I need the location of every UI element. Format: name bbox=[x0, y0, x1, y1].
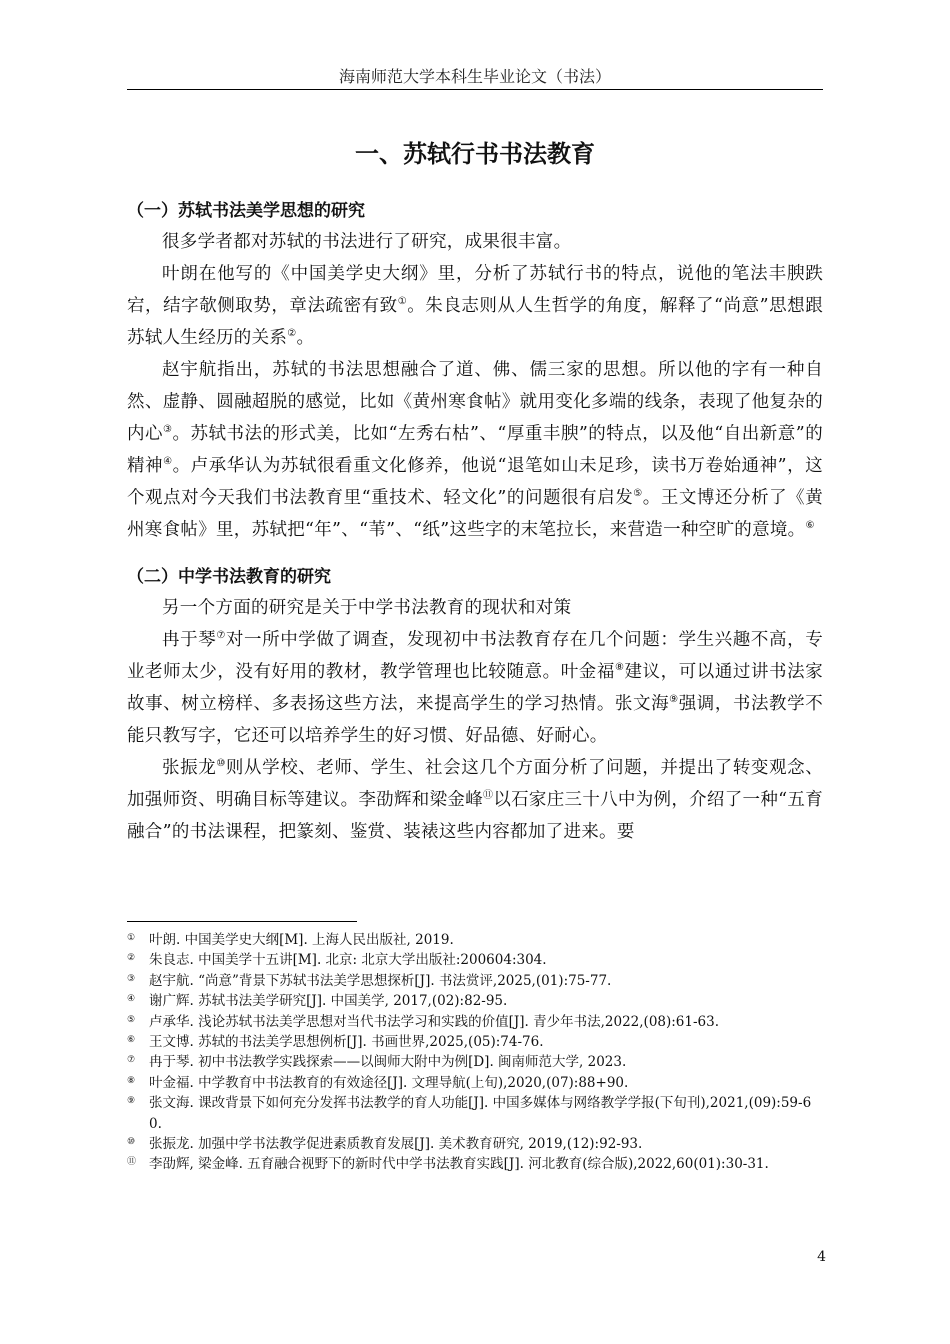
chapter-title: 一、苏轼行书书法教育 bbox=[355, 140, 595, 168]
footnote-text: 朱良志. 中国美学十五讲[M]. 北京: 北京大学出版社:200604:304. bbox=[149, 952, 547, 969]
footnote-text: 卢承华. 浅论苏轼书法美学思想对当代书法学习和实践的价值[J]. 青少年书法,2022,(08):61-63. bbox=[149, 1013, 720, 1030]
footnote-ref[interactable]: ① bbox=[397, 296, 408, 307]
footnote-text: 冉于琴. 初中书法教学实践探索——以闽师大附中为例[D]. 闽南师范大学, 2023. bbox=[149, 1054, 627, 1071]
footnote-mark: ③ bbox=[127, 973, 136, 984]
footnote-mark: ⑨ bbox=[127, 1096, 136, 1107]
footnote-mark: ⑥ bbox=[127, 1035, 136, 1046]
footnote-item bbox=[127, 930, 823, 950]
footnote-item bbox=[127, 971, 823, 991]
footnote-separator bbox=[127, 921, 357, 922]
header-divider bbox=[127, 89, 823, 90]
footnote-ref[interactable]: ⑥ bbox=[805, 520, 815, 531]
footnotes bbox=[127, 930, 823, 1175]
paragraph: 赵宇航指出，苏轼的书法思想融合了道、佛、儒三家的思想。所以他的字有一种自然、虚静、圆融超脱的感觉，比如《黄州寒食帖》就用变化多端的线条，表现了他复杂的内心③。苏轼书法的形式美，比如“左秀右枯”、“厚重丰腴”的特点，以及他“自出新意”的精神④。卢承华认为苏轼很看重文化修养，他说“退笔如山未足珍，读书万卷始通神”，这个观点对今天我们书法教育里“重技术、轻文化”的问题很有启发⑤。王文博还分析了《黄州寒食帖》里，苏轼把“年”、“苇”、“纸”这些字的末笔拉长，来营造一种空旷的意境。⑥ bbox=[127, 360, 824, 540]
page-body bbox=[127, 138, 823, 848]
footnote-item bbox=[127, 1134, 823, 1154]
footnote-mark: ⑧ bbox=[127, 1075, 136, 1086]
footnote-item bbox=[127, 1093, 823, 1134]
footnote-item bbox=[127, 950, 823, 970]
footnote-ref[interactable]: ⑤ bbox=[633, 488, 643, 499]
footnote-mark: ① bbox=[127, 933, 136, 943]
footnote-text: 李劭辉, 梁金峰. 五育融合视野下的新时代中学书法教育实践[J]. 河北教育(综合版),2022,60(01):30-31. bbox=[149, 1156, 769, 1173]
footnote-item bbox=[127, 1032, 823, 1052]
paragraph: 叶朗在他写的《中国美学史大纲》里，分析了苏轼行书的特点，说他的笔法丰腴跌宕，结字欹侧取势，章法疏密有致①。朱良志则从人生哲学的角度，解释了“尚意”思想跟苏轼人生经历的关系②。 bbox=[127, 264, 824, 348]
footnote-ref[interactable]: ③ bbox=[163, 424, 173, 435]
paragraph: 很多学者都对苏轼的书法进行了研究，成果很丰富。 bbox=[162, 232, 572, 252]
section-heading-1: （一）苏轼书法美学思想的研究 bbox=[127, 201, 365, 221]
footnote-item bbox=[127, 1012, 823, 1032]
section-heading-2: （二）中学书法教育的研究 bbox=[127, 567, 331, 587]
footnote-mark: ⑤ bbox=[127, 1014, 136, 1025]
footnote-ref[interactable]: ⑪ bbox=[483, 790, 494, 801]
page-number: 4 bbox=[817, 1249, 826, 1265]
paragraph: 冉于琴⑦对一所中学做了调查，发现初中书法教育存在几个问题：学生兴趣不高，专业老师太少，没有好用的教材，教学管理也比较随意。叶金福⑧建议，可以通过讲书法家故事、树立榜样、多表扬这些方法，来提高学生的学习热情。张文海⑨强调，书法教学不能只教写字，它还可以培养学生的好习惯、好品德、好耐心。 bbox=[127, 630, 824, 746]
footnote-ref[interactable]: ② bbox=[287, 328, 297, 339]
paragraph: 张振龙⑩则从学校、老师、学生、社会这几个方面分析了问题，并提出了转变观念、加强师资、明确目标等建议。李劭辉和梁金峰⑪以石家庄三十八中为例，介绍了一种“五育融合”的书法课程，把篆刻、鉴赏、装裱这些内容都加了进来。要 bbox=[127, 758, 823, 842]
footnote-ref[interactable]: ④ bbox=[163, 456, 173, 467]
footnote-ref[interactable]: ⑧ bbox=[614, 662, 625, 673]
footnote-text: 赵宇航. “尚意”背景下苏轼书法美学思想探析[J]. 书法赏评,2025,(01):75-77. bbox=[149, 972, 612, 989]
footnote-item bbox=[127, 1154, 823, 1174]
footnote-item bbox=[127, 1073, 823, 1093]
footnote-ref[interactable]: ⑨ bbox=[669, 694, 679, 705]
footnote-mark: ⑪ bbox=[127, 1157, 137, 1168]
footnote-text: 谢广辉. 苏轼书法美学研究[J]. 中国美学, 2017,(02):82-95. bbox=[149, 993, 508, 1010]
footnote-text: 叶金福. 中学教育中书法教育的有效途径[J]. 文理导航(上旬),2020,(07):88+90. bbox=[149, 1074, 629, 1091]
footnote-text: 叶朗. 中国美学史大纲[M]. 上海人民出版社, 2019. bbox=[149, 932, 454, 948]
footnote-ref[interactable]: ⑦ bbox=[216, 630, 226, 641]
footnote-item bbox=[127, 991, 823, 1011]
footnote-mark: ⑦ bbox=[127, 1055, 136, 1066]
footnote-text: 张文海. 课改背景下如何充分发挥书法教学的育人功能[J]. 中国多媒体与网络教学学报(下旬刊),2021,(09):59-60. bbox=[149, 1095, 812, 1132]
footnote-text: 王文博. 苏轼的书法美学思想例析[J]. 书画世界,2025,(05):74-76. bbox=[149, 1034, 544, 1051]
running-header: 海南师范大学本科生毕业论文（书法） bbox=[338, 67, 611, 86]
footnote-mark: ⑩ bbox=[127, 1137, 136, 1148]
footnote-text: 张振龙. 加强中学书法教学促进素质教育发展[J]. 美术教育研究, 2019,(12):92-93. bbox=[149, 1136, 643, 1153]
footnote-mark: ④ bbox=[127, 994, 136, 1005]
footnote-item bbox=[127, 1052, 823, 1072]
footnote-mark: ② bbox=[127, 953, 136, 964]
paragraph: 另一个方面的研究是关于中学书法教育的现状和对策 bbox=[162, 598, 572, 618]
footnote-ref[interactable]: ⑩ bbox=[216, 758, 226, 769]
